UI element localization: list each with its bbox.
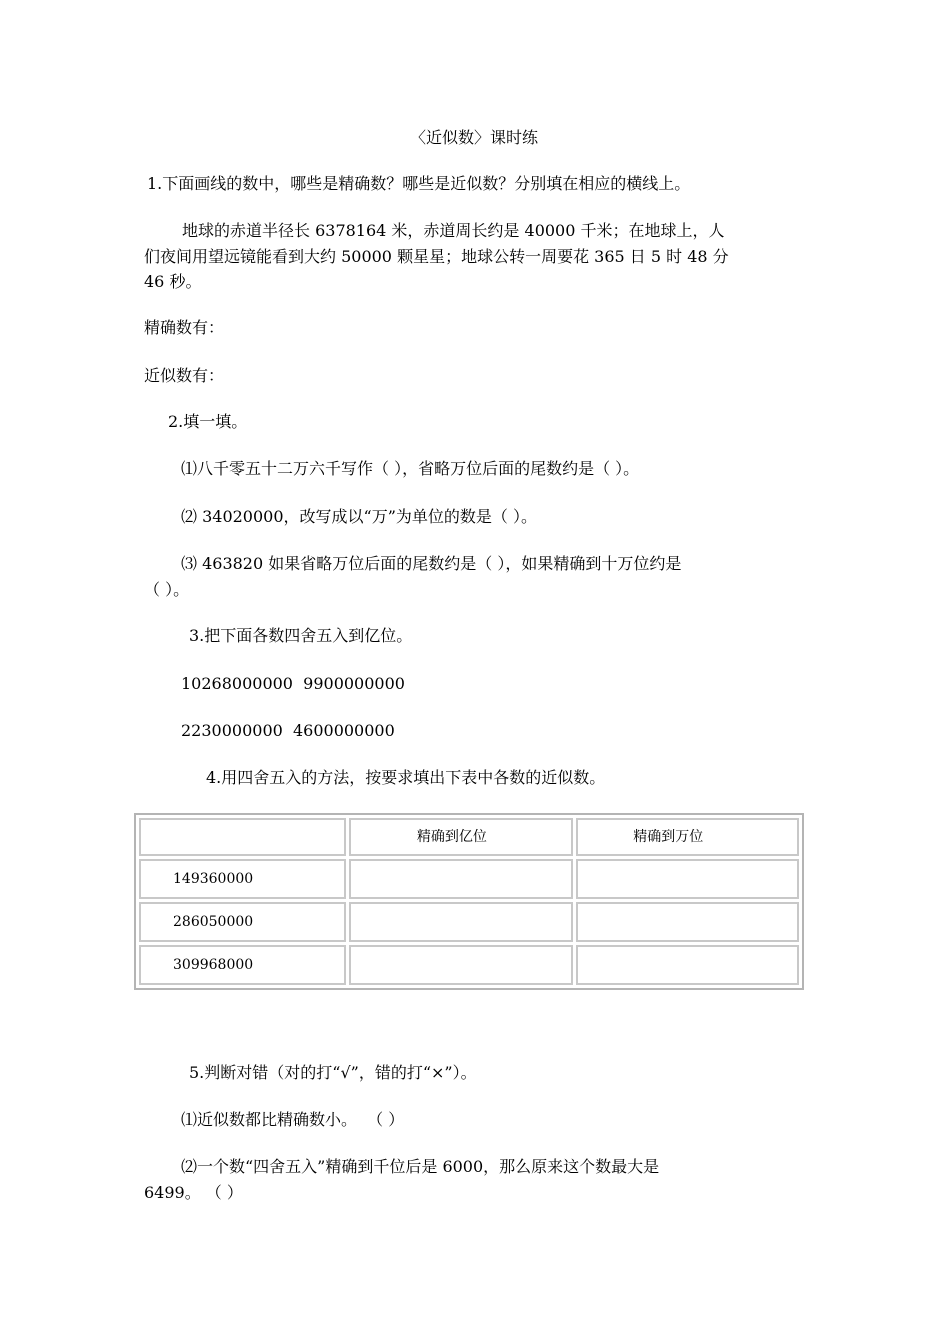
approximation-table — [134, 813, 804, 990]
table-header-row — [139, 818, 799, 856]
question-3-row-2: 2230000000 4600000000 — [181, 721, 395, 740]
table-row — [139, 859, 799, 899]
question-5-item-1: ⑴近似数都比精确数小。 （ ） — [181, 1110, 405, 1129]
question-1-prompt: 1.下面画线的数中，哪些是精确数？哪些是近似数？分别填在相应的横线上。 — [147, 174, 691, 193]
table-number-cell: 309968000 — [139, 945, 346, 985]
table-header-cell: 精确到万位 — [576, 818, 799, 856]
question-5-item-2-line-2: 6499。 （ ） — [144, 1183, 243, 1202]
table-row — [139, 902, 799, 942]
exact-numbers-label: 精确数有： — [144, 318, 225, 337]
approx-numbers-label: 近似数有： — [144, 366, 225, 385]
table-answer-cell[interactable] — [576, 902, 799, 942]
question-5-item-2-line-1: ⑵一个数“四舍五入”精确到千位后是 6000，那么原来这个数最大是 — [181, 1157, 660, 1176]
table-answer-cell[interactable] — [576, 859, 799, 899]
table-header-cell: 精确到亿位 — [349, 818, 572, 856]
table-answer-cell[interactable] — [576, 945, 799, 985]
question-2-item-1: ⑴八千零五十二万六千写作（ ），省略万位后面的尾数约是（ ）。 — [181, 459, 640, 478]
table-number-cell: 149360000 — [139, 859, 346, 899]
table-row — [139, 945, 799, 985]
question-1-passage-line-3: 46 秒。 — [144, 272, 202, 291]
question-1-passage-line-1: 地球的赤道半径长 6378164 米，赤道周长约是 40000 千米；在地球上，人 — [182, 221, 725, 240]
question-2-item-2: ⑵ 34020000，改写成以“万”为单位的数是（ ）。 — [181, 507, 537, 526]
table-answer-cell[interactable] — [349, 902, 572, 942]
question-2-item-3-line-1: ⑶ 463820 如果省略万位后面的尾数约是（ ），如果精确到十万位约是 — [181, 554, 682, 573]
question-5-prompt: 5.判断对错（对的打“√”，错的打“×”）。 — [189, 1063, 477, 1082]
worksheet-title: 〈近似数〉课时练 — [410, 128, 539, 147]
table-answer-cell[interactable] — [349, 859, 572, 899]
table-header-cell — [139, 818, 346, 856]
question-4-prompt: 4.用四舍五入的方法，按要求填出下表中各数的近似数。 — [206, 768, 606, 787]
question-2-item-3-line-2: （ ）。 — [144, 580, 190, 599]
table-number-cell: 286050000 — [139, 902, 346, 942]
table-answer-cell[interactable] — [349, 945, 572, 985]
question-2-prompt: 2.填一填。 — [168, 412, 248, 431]
question-3-row-1: 10268000000 9900000000 — [181, 674, 405, 693]
question-3-prompt: 3.把下面各数四舍五入到亿位。 — [189, 626, 413, 645]
question-1-passage-line-2: 们夜间用望远镜能看到大约 50000 颗星星；地球公转一周要花 365 日 5 时 48 分 — [144, 247, 729, 266]
